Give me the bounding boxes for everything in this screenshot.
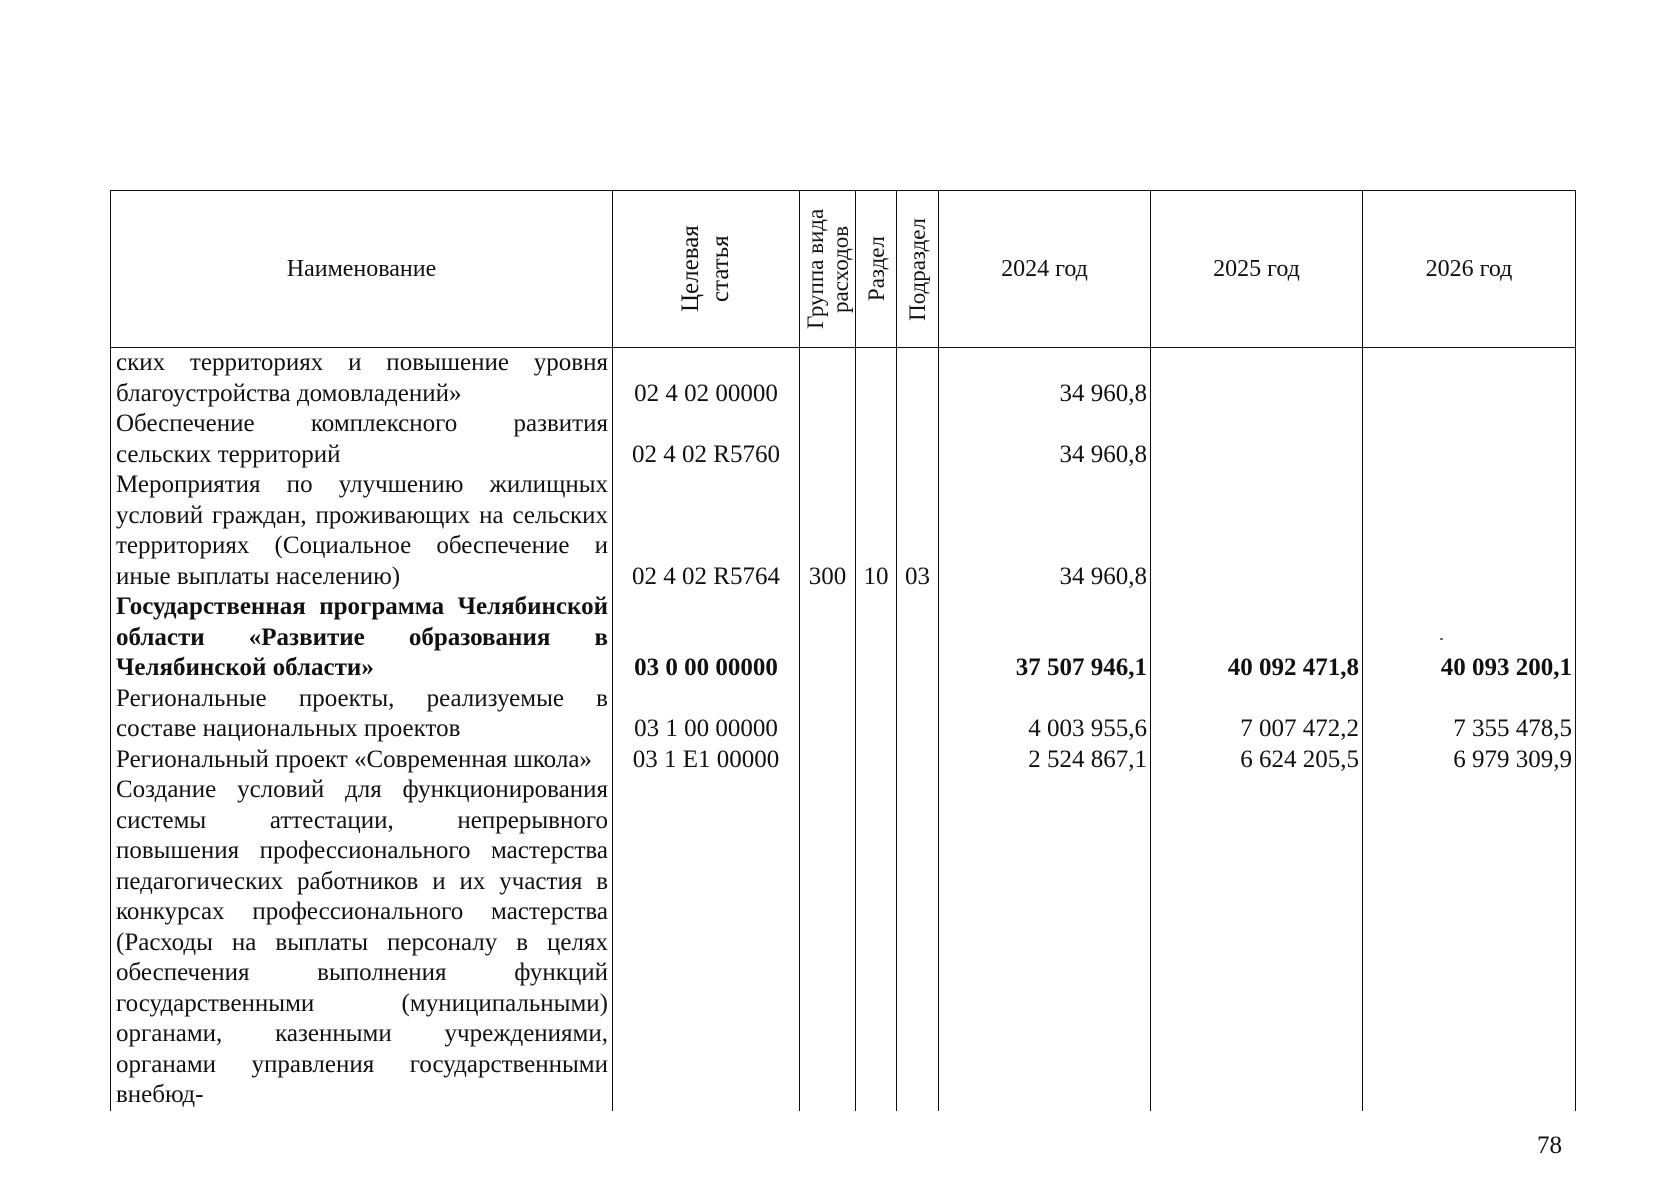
header-year-2024: 2024 год: [939, 191, 1151, 348]
table-row: [111, 592, 1576, 684]
page-number: 78: [1537, 1132, 1562, 1159]
row-expense-group: [800, 745, 856, 776]
row-section: [856, 592, 897, 684]
row-amount-2026: [1363, 775, 1576, 1111]
row-amount-2024: 34 960,8: [939, 348, 1151, 410]
row-target-article: 02 4 02 R5760: [613, 409, 800, 470]
row-amount-2026: 6 979 309,9: [1363, 745, 1576, 776]
row-subsection: 03: [897, 470, 939, 592]
row-amount-2024: 2 524 867,1: [939, 745, 1151, 776]
row-amount-2025: [1151, 470, 1363, 592]
row-expense-group: [800, 592, 856, 684]
row-subsection: [897, 348, 939, 410]
header-expense-group: [800, 191, 856, 348]
table-row: [111, 684, 1576, 745]
row-target-article: 03 1 E1 00000: [613, 745, 800, 776]
row-name: Государственная программа Челябинской области «Развитие образования в Челябинской области»: [111, 592, 613, 684]
row-name: ских территориях и повышение уровня благоустройства домовладений»: [111, 348, 613, 410]
row-subsection: [897, 409, 939, 470]
row-expense-group: [800, 348, 856, 410]
header-expense-group-label: Группа вида расходов: [802, 208, 853, 330]
budget-table: [110, 190, 1576, 1111]
row-name: Создание условий для функционирования системы аттестации, непрерывного повышения профессионального мастерства педагогических работников и их участия в конкурсах профессионального мастерства (Расходы на выплаты персоналу в целях обеспечения выполнения функций государственными (муниципальными) органами, казенными учреждениями, органами управления государственными внебюд-: [111, 775, 613, 1111]
scan-speck: [1440, 638, 1443, 640]
row-target-article: 02 4 02 R5764: [613, 470, 800, 592]
row-section: [856, 775, 897, 1111]
row-amount-2025: 6 624 205,5: [1151, 745, 1363, 776]
table-row: [111, 745, 1576, 776]
row-expense-group: 300: [800, 470, 856, 592]
row-target-article: [613, 775, 800, 1111]
header-subsection: [897, 191, 939, 348]
header-section-label: Раздел: [863, 236, 889, 302]
row-amount-2026: [1363, 470, 1576, 592]
row-section: 10: [856, 470, 897, 592]
header-target-article: [613, 191, 800, 348]
row-expense-group: [800, 775, 856, 1111]
header-year-2025: 2025 год: [1151, 191, 1363, 348]
row-amount-2025: 7 007 472,2: [1151, 684, 1363, 745]
row-amount-2026: 7 355 478,5: [1363, 684, 1576, 745]
header-name: Наименование: [111, 191, 613, 348]
row-name: Обеспечение комплексного развития сельских территорий: [111, 409, 613, 470]
row-section: [856, 684, 897, 745]
row-name: Региональные проекты, реализуемые в составе национальных проектов: [111, 684, 613, 745]
row-subsection: [897, 592, 939, 684]
row-expense-group: [800, 409, 856, 470]
row-section: [856, 409, 897, 470]
row-amount-2026: 40 093 200,1: [1363, 592, 1576, 684]
row-target-article: 02 4 02 00000: [613, 348, 800, 410]
table-row: [111, 775, 1576, 1111]
row-section: [856, 745, 897, 776]
row-amount-2025: [1151, 348, 1363, 410]
row-subsection: [897, 775, 939, 1111]
row-amount-2024: 34 960,8: [939, 409, 1151, 470]
row-section: [856, 348, 897, 410]
row-amount-2026: [1363, 348, 1576, 410]
row-amount-2025: [1151, 409, 1363, 470]
row-target-article: 03 0 00 00000: [613, 592, 800, 684]
row-amount-2025: 40 092 471,8: [1151, 592, 1363, 684]
table-row: [111, 348, 1576, 410]
table-row: [111, 470, 1576, 592]
row-amount-2026: [1363, 409, 1576, 470]
row-amount-2024: 37 507 946,1: [939, 592, 1151, 684]
row-amount-2024: 34 960,8: [939, 470, 1151, 592]
header-subsection-label: Подраздел: [905, 217, 930, 321]
row-amount-2024: 4 003 955,6: [939, 684, 1151, 745]
row-subsection: [897, 745, 939, 776]
row-name: Региональный проект «Современная школа»: [111, 745, 613, 776]
header-section: [856, 191, 897, 348]
table-header-row: [111, 191, 1576, 348]
row-expense-group: [800, 684, 856, 745]
row-target-article: 03 1 00 00000: [613, 684, 800, 745]
header-target-article-label: Целевая статья: [677, 225, 734, 313]
row-name: Мероприятия по улучшению жилищных условий граждан, проживающих на сельских территориях (Социальное обеспечение и иные выплаты населению): [111, 470, 613, 592]
row-amount-2025: [1151, 775, 1363, 1111]
row-subsection: [897, 684, 939, 745]
header-year-2026: 2026 год: [1363, 191, 1576, 348]
table-row: [111, 409, 1576, 470]
row-amount-2024: [939, 775, 1151, 1111]
